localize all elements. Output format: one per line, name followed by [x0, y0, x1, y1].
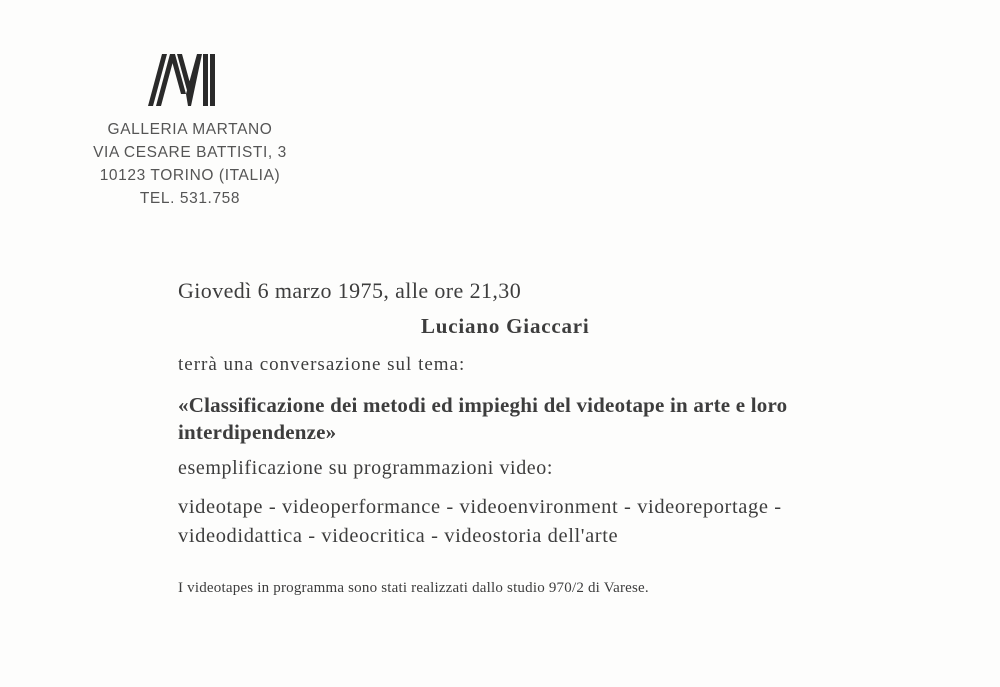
talk-title [178, 392, 787, 446]
talk-title-line-2: interdipendenze» [178, 420, 337, 444]
gallery-phone: TEL. 531.758 [139, 190, 241, 207]
gallery-street: VIA CESARE BATTISTI, 3 [93, 144, 287, 161]
event-date-time: Giovedì 6 marzo 1975, alle ore 21,30 [178, 278, 522, 303]
gallery-address [60, 118, 320, 210]
topics-line-1: videotape - videoperformance - videoenvironment - videoreportage - [178, 496, 782, 518]
examples-intro: esemplificazione su programmazioni video: [178, 457, 554, 479]
talk-title-line-1: «Classificazione dei metodi ed impieghi del videotape in arte e loro [178, 393, 788, 417]
topics-line-2: videodidattica - videocritica - videostoria dell'arte [178, 525, 619, 547]
gallery-city: 10123 TORINO (ITALIA) [99, 167, 281, 184]
footnote: I videotapes in programma sono stati realizzati dallo studio 970/2 di Varese. [178, 580, 649, 596]
talk-intro: terrà una conversazione sul tema: [178, 354, 466, 375]
gallery-name: GALLERIA MARTANO [107, 121, 273, 138]
speaker-name: Luciano Giaccari [421, 314, 590, 338]
topics-list [178, 493, 782, 551]
gallery-logo-icon [148, 54, 216, 106]
